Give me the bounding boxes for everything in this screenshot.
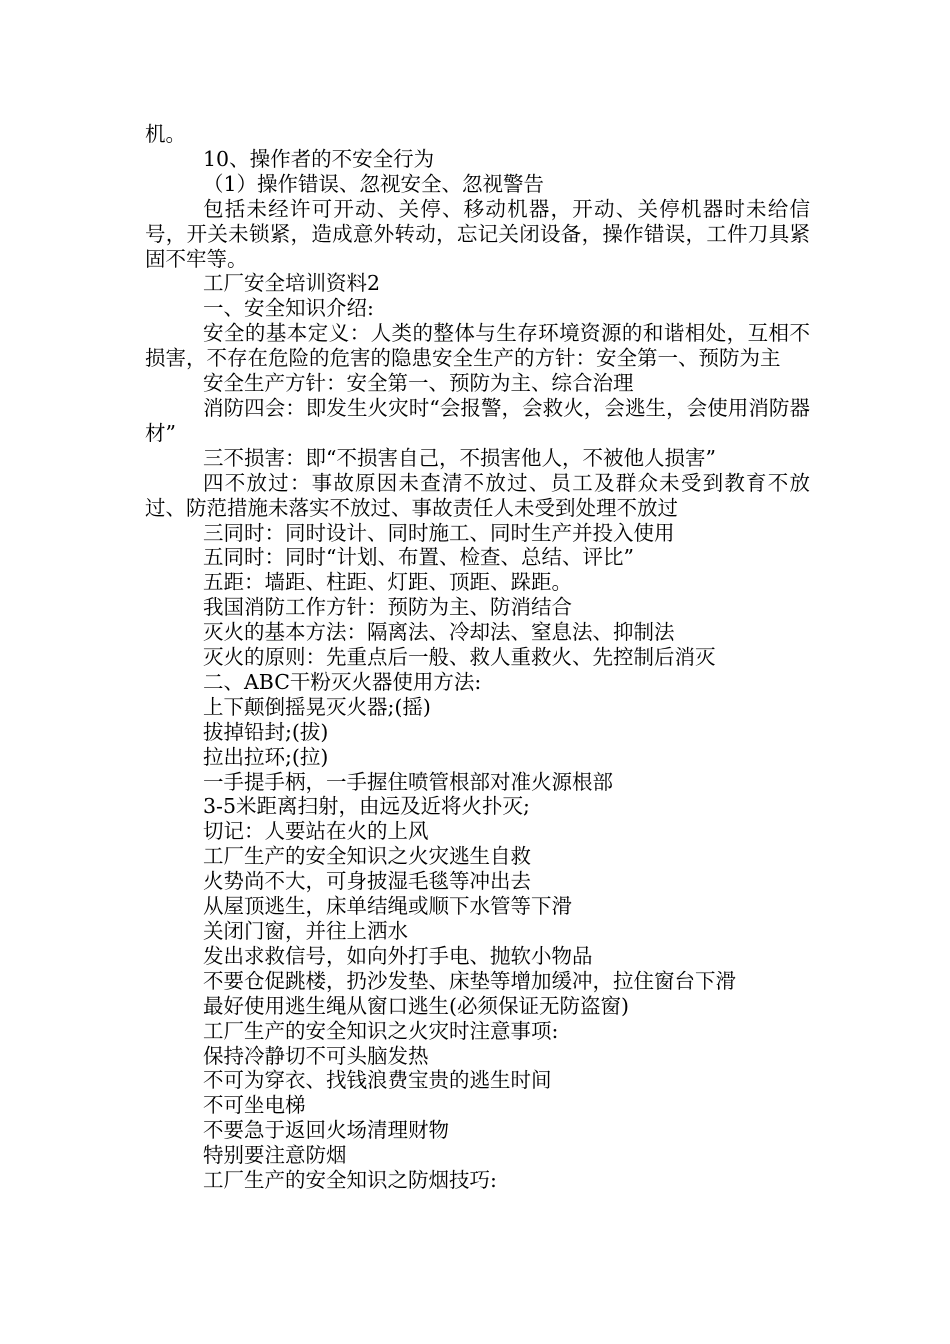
list-item-sweep: 3-5米距离扫射，由远及近将火扑灭; — [203, 794, 530, 819]
paragraph-five-distances: 五距：墙距、柱距、灯距、顶距、跺距。 — [203, 570, 572, 595]
list-item-no-wasting-time: 不可为穿衣、找钱浪费宝贵的逃生时间 — [203, 1068, 552, 1093]
document-body — [145, 122, 810, 1193]
list-item-stay-calm: 保持冷静切不可头脑发热 — [203, 1043, 429, 1068]
heading-unsafe-behavior: 10、操作者的不安全行为 — [203, 146, 435, 171]
paragraph-five-simultaneous: 五同时：同时“计划、布置、检查、总结、评比” — [203, 545, 634, 570]
list-item-escape-rope: 最好使用逃生绳从窗口逃生(必须保证无防盗窗) — [203, 993, 629, 1018]
list-item-upwind: 切记：人要站在火的上风 — [203, 819, 429, 844]
list-item-no-elevator: 不可坐电梯 — [203, 1093, 306, 1118]
paragraph-safety-policy: 安全生产方针：安全第一、预防为主、综合治理 — [203, 371, 634, 396]
list-item-no-return: 不要急于返回火场清理财物 — [203, 1118, 449, 1143]
subheading-operation-error: （1）操作错误、忽视安全、忽视警告 — [203, 171, 545, 196]
list-item-roof-escape: 从屋顶逃生，床单结绳或顺下水管等下滑 — [203, 894, 572, 919]
paragraph-fire-four-skills: 消防四会：即发生火灾时“会报警，会救火，会逃生，会使用消防器材” — [145, 395, 810, 445]
heading-training-material-2: 工厂安全培训资料2 — [203, 271, 381, 296]
heading-fire-precautions: 工厂生产的安全知识之火灾时注意事项: — [203, 1018, 559, 1043]
heading-abc-extinguisher: 二、ABC干粉灭火器使用方法: — [203, 669, 482, 694]
list-item-aim: 一手提手柄，一手握住喷管根部对准火源根部 — [203, 769, 613, 794]
list-item-pull-ring: 拉出拉环;(拉) — [203, 744, 329, 769]
paragraph-extinguish-methods: 灭火的基本方法：隔离法、冷却法、窒息法、抑制法 — [203, 620, 675, 645]
paragraph-fire-policy: 我国消防工作方针：预防为主、防消结合 — [203, 595, 572, 620]
list-item-smoke-caution: 特别要注意防烟 — [203, 1143, 347, 1168]
paragraph-four-no-release: 四不放过：事故原因未查清不放过、员工及群众未受到教育不放过、防范措施未落实不放过、事故责任人未受到处理不放过 — [145, 470, 810, 520]
list-item-shake: 上下颠倒摇晃灭火器;(摇) — [203, 694, 431, 719]
heading-fire-escape: 工厂生产的安全知识之火灾逃生自救 — [203, 844, 531, 869]
list-item-pull-seal: 拔掉铅封;(拔) — [203, 719, 329, 744]
list-item-no-jumping: 不要仓促跳楼，扔沙发垫、床垫等增加缓冲，拉住窗台下滑 — [203, 968, 736, 993]
heading-smoke-tips: 工厂生产的安全知识之防烟技巧: — [203, 1168, 497, 1193]
list-item-wet-blanket: 火势尚不大，可身披湿毛毯等冲出去 — [203, 869, 531, 894]
paragraph-continuation: 机。 — [145, 122, 186, 146]
paragraph-three-simultaneous: 三同时：同时设计、同时施工、同时生产并投入使用 — [203, 520, 675, 545]
list-item-distress-signal: 发出求救信号，如向外打手电、抛软小物品 — [203, 943, 593, 968]
paragraph-three-no-harm: 三不损害：即“不损害自己，不损害他人，不被他人损害” — [203, 445, 716, 470]
heading-safety-knowledge: 一、安全知识介绍: — [203, 296, 374, 321]
paragraph-safety-definition: 安全的基本定义：人类的整体与生存环境资源的和谐相处，互相不损害，不存在危险的危害的隐患安全生产的方针：安全第一、预防为主 — [145, 321, 810, 371]
paragraph-extinguish-principles: 灭火的原则：先重点后一般、救人重救火、先控制后消灭 — [203, 645, 716, 670]
list-item-close-windows: 关闭门窗，并往上洒水 — [203, 919, 408, 943]
paragraph-operation-details: 包括未经许可开动、关停、移动机器，开动、关停机器时未给信号，开关未锁紧，造成意外转动，忘记关闭设备，操作错误，工件刀具紧固不牢等。 — [145, 196, 810, 271]
